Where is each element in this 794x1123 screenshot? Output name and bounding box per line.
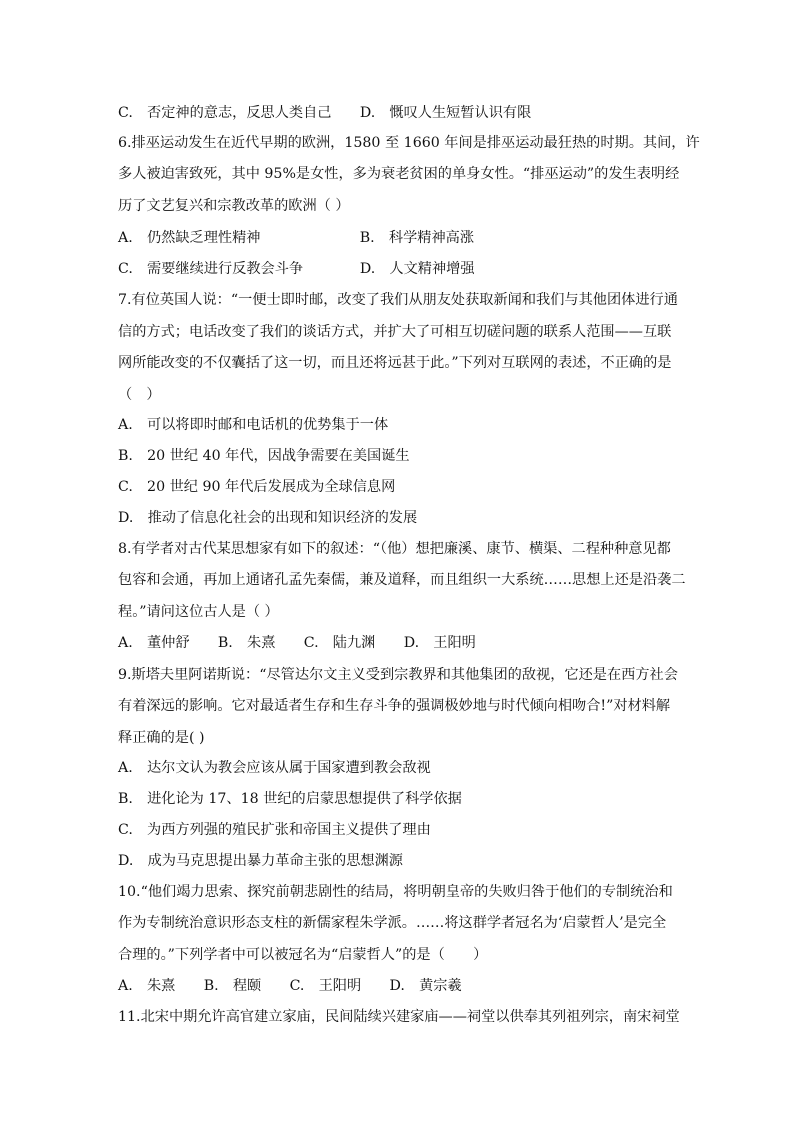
question-11-stem-line-1: 11.北宋中期允许高官建立家庙，民间陆续兴建家庙——祠堂以供奉其列祖列宗，南宋祠堂 [118,1009,680,1025]
question-7-stem-line-1: 7.有位英国人说：“一便士即时邮，改变了我们从朋友处获取新闻和我们与其他团体进行通 [118,292,678,308]
question-6-options-a-b: A. 仍然缺乏理性精神 B. 科学精神高涨 [118,230,475,246]
option-line-c-d-q5: C. 否定神的意志，反思人类自己 D. 慨叹人生短暂认识有限 [118,105,532,121]
question-7-stem-line-4: （ ） [118,387,161,403]
question-9-stem-line-2: 有着深远的影响。它对最适者生存和生存斗争的强调极妙地与时代倾向相吻合!”对材料解 [118,698,671,714]
question-8-stem-line-1: 8.有学者对古代某思想家有如下的叙述：“（他）想把廉溪、康节、横渠、二程种种意见都 [118,541,671,557]
question-10-stem-line-3: 合理的。”下列学者中可以被冠名为“启蒙哲人”的是（ ） [118,947,488,963]
question-8-stem-line-2: 包容和会通，再加上通诸孔孟先秦儒，兼及道释，而且组织一大系统……思想上还是沿袭二 [118,572,686,588]
question-9-option-b: B. 进化论为 17、18 世纪的启蒙思想提供了科学依据 [118,791,462,807]
question-10-stem-line-2: 作为专制统治意识形态支柱的新儒家程朱学派。……将这群学者冠名为‘启蒙哲人’是完全 [118,915,667,931]
question-8-stem-line-3: 程。”请问这位古人是（ ） [118,604,279,620]
question-7-stem-line-3: 网所能改变的不仅囊括了这一切，而且还将远甚于此。”下列对互联网的表述，不正确的是 [118,355,672,371]
question-6-stem-line-1: 6.排巫运动发生在近代早期的欧洲，1580 至 1660 年间是排巫运动最狂热的时期。其间，许 [118,135,700,151]
question-8-options: A. 董仲舒 B. 朱熹 C. 陆九渊 D. 王阳明 [118,635,476,651]
question-9-option-a: A. 达尔文认为教会应该从属于国家遭到教会敌视 [118,760,431,776]
question-9-option-d: D. 成为马克思提出暴力革命主张的思想渊源 [118,853,403,869]
question-7-option-a: A. 可以将即时邮和电话机的优势集于一体 [118,417,389,433]
question-6-stem-line-3: 历了文艺复兴和宗教改革的欧洲（ ） [118,198,350,214]
question-6-options-c-d: C. 需要继续进行反教会斗争 D. 人文精神增强 [118,261,475,277]
question-9-option-c: C. 为西方列强的殖民扩张和帝国主义提供了理由 [118,822,431,838]
question-10-stem-line-1: 10.“他们竭力思索、探究前朝悲剧性的结局，将明朝皇帝的失败归咎于他们的专制统治和 [118,884,673,900]
question-7-stem-line-2: 信的方式；电话改变了我们的谈话方式，并扩大了可相互切磋问题的联系人范围——互联 [118,324,672,340]
question-7-option-b: B. 20 世纪 40 年代，因战争需要在美国诞生 [118,448,410,464]
question-7-option-c: C. 20 世纪 90 年代后发展成为全球信息网 [118,479,396,495]
question-6-stem-line-2: 多人被迫害致死，其中 95%是女性，多为衰老贫困的单身女性。“排巫运动”的发生表明经 [118,166,680,182]
question-7-option-d: D. 推动了信息化社会的出现和知识经济的发展 [118,510,418,526]
question-9-stem-line-3: 释正确的是( ) [118,730,205,746]
question-9-stem-line-1: 9.斯塔夫里阿诺斯说：“尽管达尔文主义受到宗教界和其他集团的敌视，它还是在西方社会 [118,667,678,683]
question-10-options: A. 朱熹 B. 程颐 C. 王阳明 D. 黄宗羲 [118,978,462,994]
